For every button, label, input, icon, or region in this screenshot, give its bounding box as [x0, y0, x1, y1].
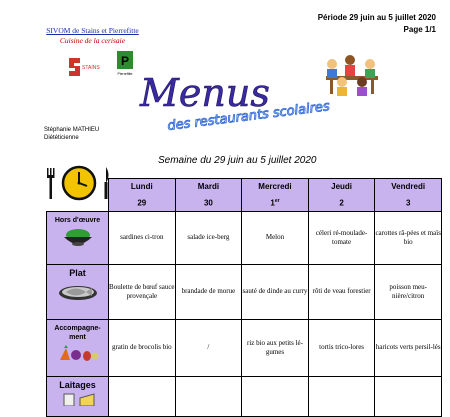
- category-hors-doeuvre: Hors d'œuvre: [47, 211, 109, 264]
- menu-cell: céleri ré-moulade-tomate: [308, 211, 375, 264]
- stains-logo: [66, 55, 100, 79]
- kitchen-name: Cuisine de la cerisaie: [59, 36, 126, 45]
- children-eating-illustration: [318, 50, 386, 100]
- menus-subtitle-text: des restaurants scolaires: [166, 99, 331, 134]
- menu-cell: sardines ci-tron: [109, 211, 176, 264]
- svg-text:P: P: [120, 54, 130, 68]
- table-row: [47, 211, 442, 264]
- day-header-row: [47, 179, 442, 212]
- day-header: Mardi 30: [175, 179, 242, 212]
- menu-cell: [242, 376, 309, 416]
- menu-cell: /: [175, 319, 242, 376]
- menu-cell: poisson meu-nière/citron: [375, 264, 442, 319]
- menu-cell: salade ice-berg: [175, 211, 242, 264]
- vegetables-icon: [56, 344, 100, 362]
- dietitian-role: Diététicienne: [44, 135, 79, 141]
- menu-cell: [375, 376, 442, 416]
- menu-cell: rôti de veau forestier: [308, 264, 375, 319]
- organization-header: [20, 26, 165, 45]
- table-row: [47, 264, 442, 319]
- organization-name[interactable]: SIVOM de Stains et Pierrefitte: [46, 26, 139, 35]
- dietitian-name: Stéphanie MATHIEU: [44, 127, 100, 133]
- corner-cell: [47, 179, 109, 212]
- menu-cell: Boulette de bœuf sauce provençale: [109, 264, 176, 319]
- menu-cell: haricots verts persil-lés: [375, 319, 442, 376]
- day-header: Mercredi 1er: [242, 179, 309, 212]
- category-plat: Plat: [47, 264, 109, 319]
- menu-cell: brandade de morue: [175, 264, 242, 319]
- day-header: Jeudi 2: [308, 179, 375, 212]
- day-header: Lundi 29: [109, 179, 176, 212]
- menu-cell: tortis trico-lores: [308, 319, 375, 376]
- menu-cell: [175, 376, 242, 416]
- period-info: [318, 12, 436, 36]
- menu-cell: sauté de dinde au curry: [242, 264, 309, 319]
- menu-table: [46, 178, 442, 417]
- table-row: [47, 319, 442, 376]
- stains-logo-text: STAINS: [82, 65, 100, 71]
- menu-cell: [109, 376, 176, 416]
- category-laitages: Laitages: [47, 376, 109, 416]
- week-label: Semaine du 29 juin au 5 juillet 2020: [158, 155, 317, 166]
- menu-cell: carottes râ-pées et maïs bio: [375, 211, 442, 264]
- menu-cell: Melon: [242, 211, 309, 264]
- menu-cell: gratin de brocolis bio: [109, 319, 176, 376]
- salad-bowl-icon: [61, 227, 95, 247]
- dairy-icon: [58, 392, 98, 406]
- day-header: Vendredi 3: [375, 179, 442, 212]
- dietitian-info: [44, 126, 99, 142]
- fish-dish-icon: [57, 280, 99, 302]
- page-number: Page 1/1: [403, 25, 436, 34]
- category-accompagnement: Accompagne-ment: [47, 319, 109, 376]
- period-text: Période 29 juin au 5 juillet 2020: [317, 13, 436, 22]
- pierrefitte-logo: [116, 50, 134, 78]
- menu-cell: [308, 376, 375, 416]
- menu-cell: riz bio aux petits lé-gumes: [242, 319, 309, 376]
- table-row: [47, 376, 442, 416]
- menus-title: [138, 68, 338, 140]
- pierrefitte-logo-text: Pierrefitte: [117, 72, 133, 76]
- menus-title-text: Menus: [140, 71, 270, 115]
